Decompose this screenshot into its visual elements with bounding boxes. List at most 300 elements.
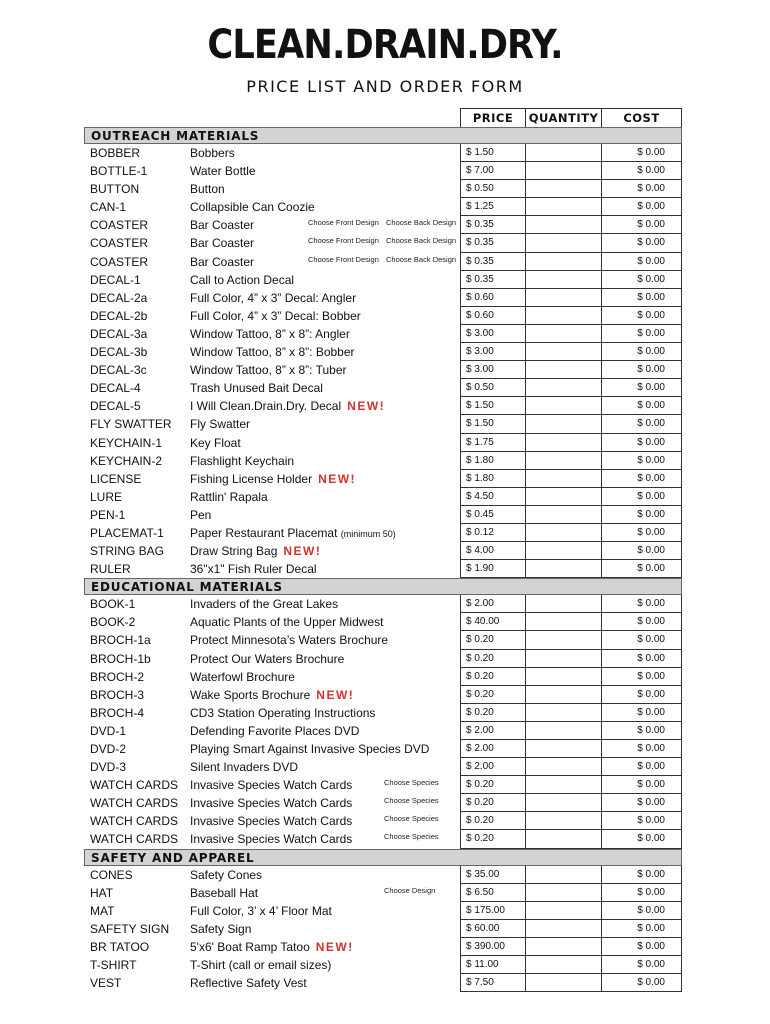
item-description [184, 434, 460, 452]
item-code: BOBBER [90, 146, 141, 160]
item-description-text: Call to Action Decal [190, 272, 295, 287]
item-price: $ 0.20 [460, 668, 526, 686]
quantity-input[interactable] [526, 216, 602, 234]
item-code: DVD-1 [90, 723, 127, 738]
item-description-text: Invaders of the Great Lakes [190, 597, 339, 612]
item-cost: $ 0.00 [602, 830, 682, 848]
new-badge: NEW! [347, 399, 386, 414]
table-row [84, 668, 682, 686]
item-description [184, 560, 460, 578]
item-cost: $ 0.00 [602, 560, 682, 578]
item-cost: $ 0.00 [602, 253, 682, 271]
item-description [184, 271, 460, 289]
item-cost: $ 0.00 [602, 668, 682, 686]
quantity-input[interactable] [526, 974, 602, 992]
item-description-text: CD3 Station Operating Instructions [190, 705, 376, 720]
item-code: DECAL-3b [90, 345, 148, 360]
back-design-dropdown[interactable]: Choose Back Design [386, 254, 457, 264]
item-description-text: Button [190, 182, 225, 197]
item-price: $ 0.50 [460, 180, 526, 198]
item-code: SAFETY SIGN [90, 921, 170, 936]
table-row [84, 216, 682, 234]
new-badge: NEW! [283, 544, 322, 559]
item-description [184, 866, 460, 884]
item-price: $ 390.00 [460, 938, 526, 956]
item-price: $ 1.50 [460, 397, 526, 415]
item-description-text: Trash Unused Bait Decal [190, 381, 323, 396]
item-code: BROCH-1b [90, 651, 151, 666]
item-price: $ 1.80 [460, 452, 526, 470]
table-row [84, 613, 682, 631]
item-price: $ 3.00 [460, 361, 526, 379]
item-description-text: Reflective Safety Vest [190, 976, 307, 991]
item-code: BOOK-1 [90, 597, 136, 612]
quantity-input[interactable] [526, 740, 602, 758]
item-code: BR TATOO [90, 939, 150, 954]
table-row [84, 776, 682, 794]
item-description-text: Invasive Species Watch Cards [190, 796, 353, 811]
item-description [184, 613, 460, 631]
item-code: FLY SWATTER [90, 417, 172, 432]
item-description [184, 542, 460, 560]
table-row [84, 307, 682, 325]
item-price: $ 3.00 [460, 325, 526, 343]
item-price: $ 7.00 [460, 162, 526, 180]
quantity-input[interactable] [526, 722, 602, 740]
item-cost: $ 0.00 [602, 920, 682, 938]
quantity-input[interactable] [526, 234, 602, 252]
item-cost: $ 0.00 [602, 938, 682, 956]
quantity-input[interactable] [526, 470, 602, 488]
item-description-text: Bobbers [190, 146, 235, 160]
table-row [84, 722, 682, 740]
item-code: COASTER [90, 254, 149, 269]
item-code: BUTTON [90, 182, 140, 197]
table-row [84, 920, 682, 938]
item-code: COASTER [90, 236, 149, 251]
item-code: VEST [90, 976, 122, 991]
item-description-text: Playing Smart Against Invasive Species DVD [190, 742, 430, 756]
new-badge: NEW! [316, 687, 355, 702]
quantity-input[interactable] [526, 631, 602, 649]
item-description-text: Window Tattoo, 8” x 8”: Bobber [190, 345, 355, 360]
item-description [184, 722, 460, 740]
front-design-dropdown[interactable]: Choose Front Design [308, 236, 379, 246]
quantity-input[interactable] [526, 560, 602, 578]
item-price: $ 2.00 [460, 740, 526, 758]
item-cost: $ 0.00 [602, 902, 682, 920]
item-code: MAT [90, 903, 115, 918]
item-code: LICENSE [90, 471, 142, 486]
table-row [84, 343, 682, 361]
item-cost: $ 0.00 [602, 144, 682, 162]
page-subtitle: PRICE LIST AND ORDER FORM [246, 77, 524, 96]
quantity-input[interactable] [526, 397, 602, 415]
item-price: $ 0.35 [460, 253, 526, 271]
item-cost: $ 0.00 [602, 180, 682, 198]
item-code: WATCH CARDS [90, 832, 178, 847]
item-description [184, 794, 460, 812]
item-price: $ 0.20 [460, 631, 526, 649]
item-cost: $ 0.00 [602, 434, 682, 452]
item-cost: $ 0.00 [602, 271, 682, 289]
quantity-input[interactable] [526, 613, 602, 631]
item-cost: $ 0.00 [602, 740, 682, 758]
item-price: $ 0.20 [460, 830, 526, 848]
item-code: BOOK-2 [90, 615, 136, 630]
quantity-input[interactable] [526, 776, 602, 794]
quantity-input[interactable] [526, 686, 602, 704]
quantity-input[interactable] [526, 794, 602, 812]
quantity-input[interactable] [526, 198, 602, 216]
quantity-input[interactable] [526, 325, 602, 343]
item-description [184, 776, 460, 794]
item-code: PEN-1 [90, 507, 126, 522]
item-code: DVD-3 [90, 760, 127, 775]
item-cost: $ 0.00 [602, 343, 682, 361]
quantity-input[interactable] [526, 289, 602, 307]
item-price: $ 1.75 [460, 434, 526, 452]
species-dropdown[interactable]: Choose Species [384, 832, 439, 842]
item-price: $ 2.00 [460, 758, 526, 776]
table-row [84, 361, 682, 379]
item-description [184, 704, 460, 722]
table-row [84, 379, 682, 397]
item-price: $ 0.20 [460, 686, 526, 704]
item-price: $ 4.50 [460, 488, 526, 506]
item-description-text: Full Color, 4” x 3” Decal: Angler [190, 290, 357, 305]
quantity-input[interactable] [526, 542, 602, 560]
item-price: $ 1.25 [460, 198, 526, 216]
item-cost: $ 0.00 [602, 812, 682, 830]
item-cost: $ 0.00 [602, 470, 682, 488]
item-description-text: Full Color, 4” x 3” Decal: Bobber [190, 308, 361, 323]
item-code: WATCH CARDS [90, 778, 178, 793]
item-description [184, 956, 460, 974]
table-row [84, 415, 682, 433]
item-cost: $ 0.00 [602, 686, 682, 704]
item-cost: $ 0.00 [602, 631, 682, 649]
item-description [184, 524, 460, 542]
item-description-text: Safety Cones [190, 867, 263, 882]
item-description-text: Bar Coaster [190, 236, 255, 251]
item-description-text: Fly Swatter [190, 417, 251, 432]
item-description [184, 216, 460, 234]
item-cost: $ 0.00 [602, 506, 682, 524]
item-cost: $ 0.00 [602, 379, 682, 397]
item-price: $ 0.50 [460, 379, 526, 397]
item-description-text: T-Shirt (call or email sizes) [190, 958, 332, 973]
item-description-text: Fishing License Holder [190, 471, 313, 486]
item-code: BROCH-1a [90, 633, 151, 648]
item-price: $ 0.20 [460, 812, 526, 830]
item-code: BROCH-3 [90, 687, 145, 702]
quantity-input[interactable] [526, 902, 602, 920]
item-cost: $ 0.00 [602, 956, 682, 974]
item-description [184, 595, 460, 613]
item-price: $ 1.50 [460, 415, 526, 433]
item-price: $ 0.45 [460, 506, 526, 524]
item-price: $ 0.35 [460, 216, 526, 234]
item-cost: $ 0.00 [602, 758, 682, 776]
item-price: $ 2.00 [460, 595, 526, 613]
item-cost: $ 0.00 [602, 452, 682, 470]
item-price: $ 0.20 [460, 704, 526, 722]
item-code: COASTER [90, 218, 149, 233]
species-dropdown[interactable]: Choose Species [384, 796, 439, 806]
item-code: T-SHIRT [90, 958, 137, 973]
new-badge: NEW! [315, 939, 354, 954]
quantity-input[interactable] [526, 920, 602, 938]
item-description-text: Bar Coaster [190, 218, 255, 233]
item-price: $ 1.80 [460, 470, 526, 488]
item-cost: $ 0.00 [602, 397, 682, 415]
item-code: LURE [90, 489, 123, 504]
quantity-input[interactable] [526, 144, 602, 162]
item-description-text: Invasive Species Watch Cards [190, 814, 353, 829]
item-description-text: Bar Coaster [190, 254, 255, 269]
item-description-text: Pen [190, 507, 212, 522]
minimum-note: (minimum 50) [340, 528, 396, 539]
item-price: $ 40.00 [460, 613, 526, 631]
design-dropdown[interactable]: Choose Design [384, 885, 436, 895]
item-price: $ 6.50 [460, 884, 526, 902]
table-row [84, 595, 682, 613]
item-code: DVD-2 [90, 742, 127, 756]
quantity-input[interactable] [526, 938, 602, 956]
item-description [184, 162, 460, 180]
table-row [84, 289, 682, 307]
section-header: EDUCATIONAL MATERIALS [84, 578, 682, 595]
item-description [184, 686, 460, 704]
table-row [84, 506, 682, 524]
cost-header: COST [602, 108, 682, 127]
item-description [184, 488, 460, 506]
quantity-input[interactable] [526, 361, 602, 379]
item-code: BROCH-2 [90, 669, 145, 684]
item-description [184, 812, 460, 830]
item-cost: $ 0.00 [602, 794, 682, 812]
item-description [184, 325, 460, 343]
item-cost: $ 0.00 [602, 542, 682, 560]
item-cost: $ 0.00 [602, 974, 682, 992]
table-row [84, 452, 682, 470]
quantity-input[interactable] [526, 812, 602, 830]
table-row [84, 884, 682, 902]
table-row [84, 974, 682, 992]
quantity-input[interactable] [526, 830, 602, 848]
price-header: PRICE [460, 108, 526, 127]
item-description-text: Paper Restaurant Placemat [190, 525, 338, 540]
item-description [184, 379, 460, 397]
item-description [184, 198, 460, 216]
item-price: $ 0.20 [460, 650, 526, 668]
item-description [184, 289, 460, 307]
item-cost: $ 0.00 [602, 704, 682, 722]
item-code: STRING BAG [90, 544, 165, 559]
item-cost: $ 0.00 [602, 198, 682, 216]
species-dropdown[interactable]: Choose Species [384, 778, 439, 788]
quantity-input[interactable] [526, 650, 602, 668]
item-code: RULER [90, 562, 131, 577]
item-description-text: Water Bottle [190, 164, 256, 179]
table-row [84, 902, 682, 920]
item-description [184, 974, 460, 992]
table-row [84, 560, 682, 578]
item-description-text: Window Tattoo, 8” x 8”: Angler [190, 326, 350, 341]
item-cost: $ 0.00 [602, 415, 682, 433]
item-price: $ 175.00 [460, 902, 526, 920]
item-cost: $ 0.00 [602, 595, 682, 613]
item-description [184, 902, 460, 920]
item-description-text: Waterfowl Brochure [190, 669, 295, 684]
item-description-text: Defending Favorite Places DVD [190, 723, 360, 738]
item-description-text: Silent Invaders DVD [190, 760, 299, 775]
quantity-input[interactable] [526, 595, 602, 613]
quantity-input[interactable] [526, 668, 602, 686]
item-cost: $ 0.00 [602, 289, 682, 307]
item-description [184, 506, 460, 524]
quantity-input[interactable] [526, 415, 602, 433]
item-cost: $ 0.00 [602, 722, 682, 740]
item-description [184, 470, 460, 488]
quantity-input[interactable] [526, 379, 602, 397]
quantity-input[interactable] [526, 704, 602, 722]
item-description-text: Rattlin' Rapala [190, 489, 268, 504]
quantity-input[interactable] [526, 866, 602, 884]
front-design-dropdown[interactable]: Choose Front Design [308, 218, 379, 228]
quantity-input[interactable] [526, 434, 602, 452]
item-code: WATCH CARDS [90, 814, 178, 829]
section-header: OUTREACH MATERIALS [84, 127, 682, 144]
item-price: $ 60.00 [460, 920, 526, 938]
quantity-input[interactable] [526, 956, 602, 974]
table-row [84, 325, 682, 343]
item-description [184, 740, 460, 758]
quantity-header: QUANTITY [526, 108, 602, 127]
item-price: $ 0.35 [460, 234, 526, 252]
item-code: DECAL-4 [90, 381, 141, 396]
quantity-input[interactable] [526, 524, 602, 542]
item-code: DECAL-1 [90, 272, 141, 287]
item-price: $ 35.00 [460, 866, 526, 884]
item-description-text: Draw String Bag [190, 544, 278, 559]
item-description [184, 452, 460, 470]
item-price: $ 1.50 [460, 144, 526, 162]
item-code: BOTTLE-1 [90, 164, 148, 179]
item-description [184, 415, 460, 433]
item-code: DECAL-3c [90, 363, 147, 378]
item-code: KEYCHAIN-2 [90, 453, 163, 468]
item-price: $ 11.00 [460, 956, 526, 974]
item-description-text: Flashlight Keychain [190, 453, 295, 468]
table-row [84, 198, 682, 216]
item-price: $ 0.20 [460, 776, 526, 794]
item-description [184, 144, 460, 162]
quantity-input[interactable] [526, 452, 602, 470]
table-row [84, 956, 682, 974]
item-description [184, 343, 460, 361]
item-price: $ 4.00 [460, 542, 526, 560]
item-price: $ 0.60 [460, 289, 526, 307]
item-description [184, 307, 460, 325]
item-description-text: Collapsible Can Coozie [190, 200, 315, 215]
quantity-input[interactable] [526, 180, 602, 198]
quantity-input[interactable] [526, 488, 602, 506]
item-price: $ 0.12 [460, 524, 526, 542]
table-row [84, 758, 682, 776]
item-description-text: Protect Our Waters Brochure [190, 651, 345, 666]
item-cost: $ 0.00 [602, 216, 682, 234]
front-design-dropdown[interactable]: Choose Front Design [308, 254, 379, 264]
item-cost: $ 0.00 [602, 307, 682, 325]
table-row [84, 144, 682, 162]
item-description [184, 758, 460, 776]
item-description-text: Safety Sign [190, 921, 252, 936]
species-dropdown[interactable]: Choose Species [384, 814, 439, 824]
table-row [84, 794, 682, 812]
back-design-dropdown[interactable]: Choose Back Design [386, 218, 457, 228]
item-code: WATCH CARDS [90, 796, 178, 811]
item-description-text: 5'x6' Boat Ramp Tatoo [190, 939, 310, 954]
table-row [84, 866, 682, 884]
item-code: CAN-1 [90, 200, 127, 215]
item-description [184, 397, 460, 415]
item-description [184, 920, 460, 938]
quantity-input[interactable] [526, 884, 602, 902]
item-description [184, 631, 460, 649]
quantity-input[interactable] [526, 253, 602, 271]
table-row [84, 470, 682, 488]
item-description-text: Window Tattoo, 8” x 8”: Tuber [190, 363, 347, 378]
quantity-input[interactable] [526, 343, 602, 361]
table-row [84, 650, 682, 668]
table-row [84, 704, 682, 722]
item-description [184, 650, 460, 668]
back-design-dropdown[interactable]: Choose Back Design [386, 236, 457, 246]
item-price: $ 2.00 [460, 722, 526, 740]
table-row [84, 938, 682, 956]
item-description [184, 938, 460, 956]
item-description [184, 234, 460, 252]
order-form [84, 108, 682, 992]
table-row [84, 434, 682, 452]
item-price: $ 3.00 [460, 343, 526, 361]
item-code: DECAL-2b [90, 308, 148, 323]
table-row [84, 162, 682, 180]
section-header: SAFETY AND APPAREL [84, 849, 682, 866]
table-row [84, 542, 682, 560]
quantity-input[interactable] [526, 506, 602, 524]
item-cost: $ 0.00 [602, 488, 682, 506]
item-description [184, 361, 460, 379]
quantity-input[interactable] [526, 307, 602, 325]
quantity-input[interactable] [526, 271, 602, 289]
item-description [184, 830, 460, 848]
new-badge: NEW! [318, 471, 357, 486]
quantity-input[interactable] [526, 758, 602, 776]
table-row [84, 830, 682, 848]
item-description-text: Baseball Hat [190, 885, 259, 900]
item-code: HAT [90, 885, 114, 900]
item-price: $ 0.60 [460, 307, 526, 325]
item-code: DECAL-5 [90, 399, 141, 414]
item-description-text: 36"x1" Fish Ruler Decal [190, 562, 317, 577]
quantity-input[interactable] [526, 162, 602, 180]
item-cost: $ 0.00 [602, 650, 682, 668]
table-row [84, 740, 682, 758]
table-row [84, 253, 682, 271]
